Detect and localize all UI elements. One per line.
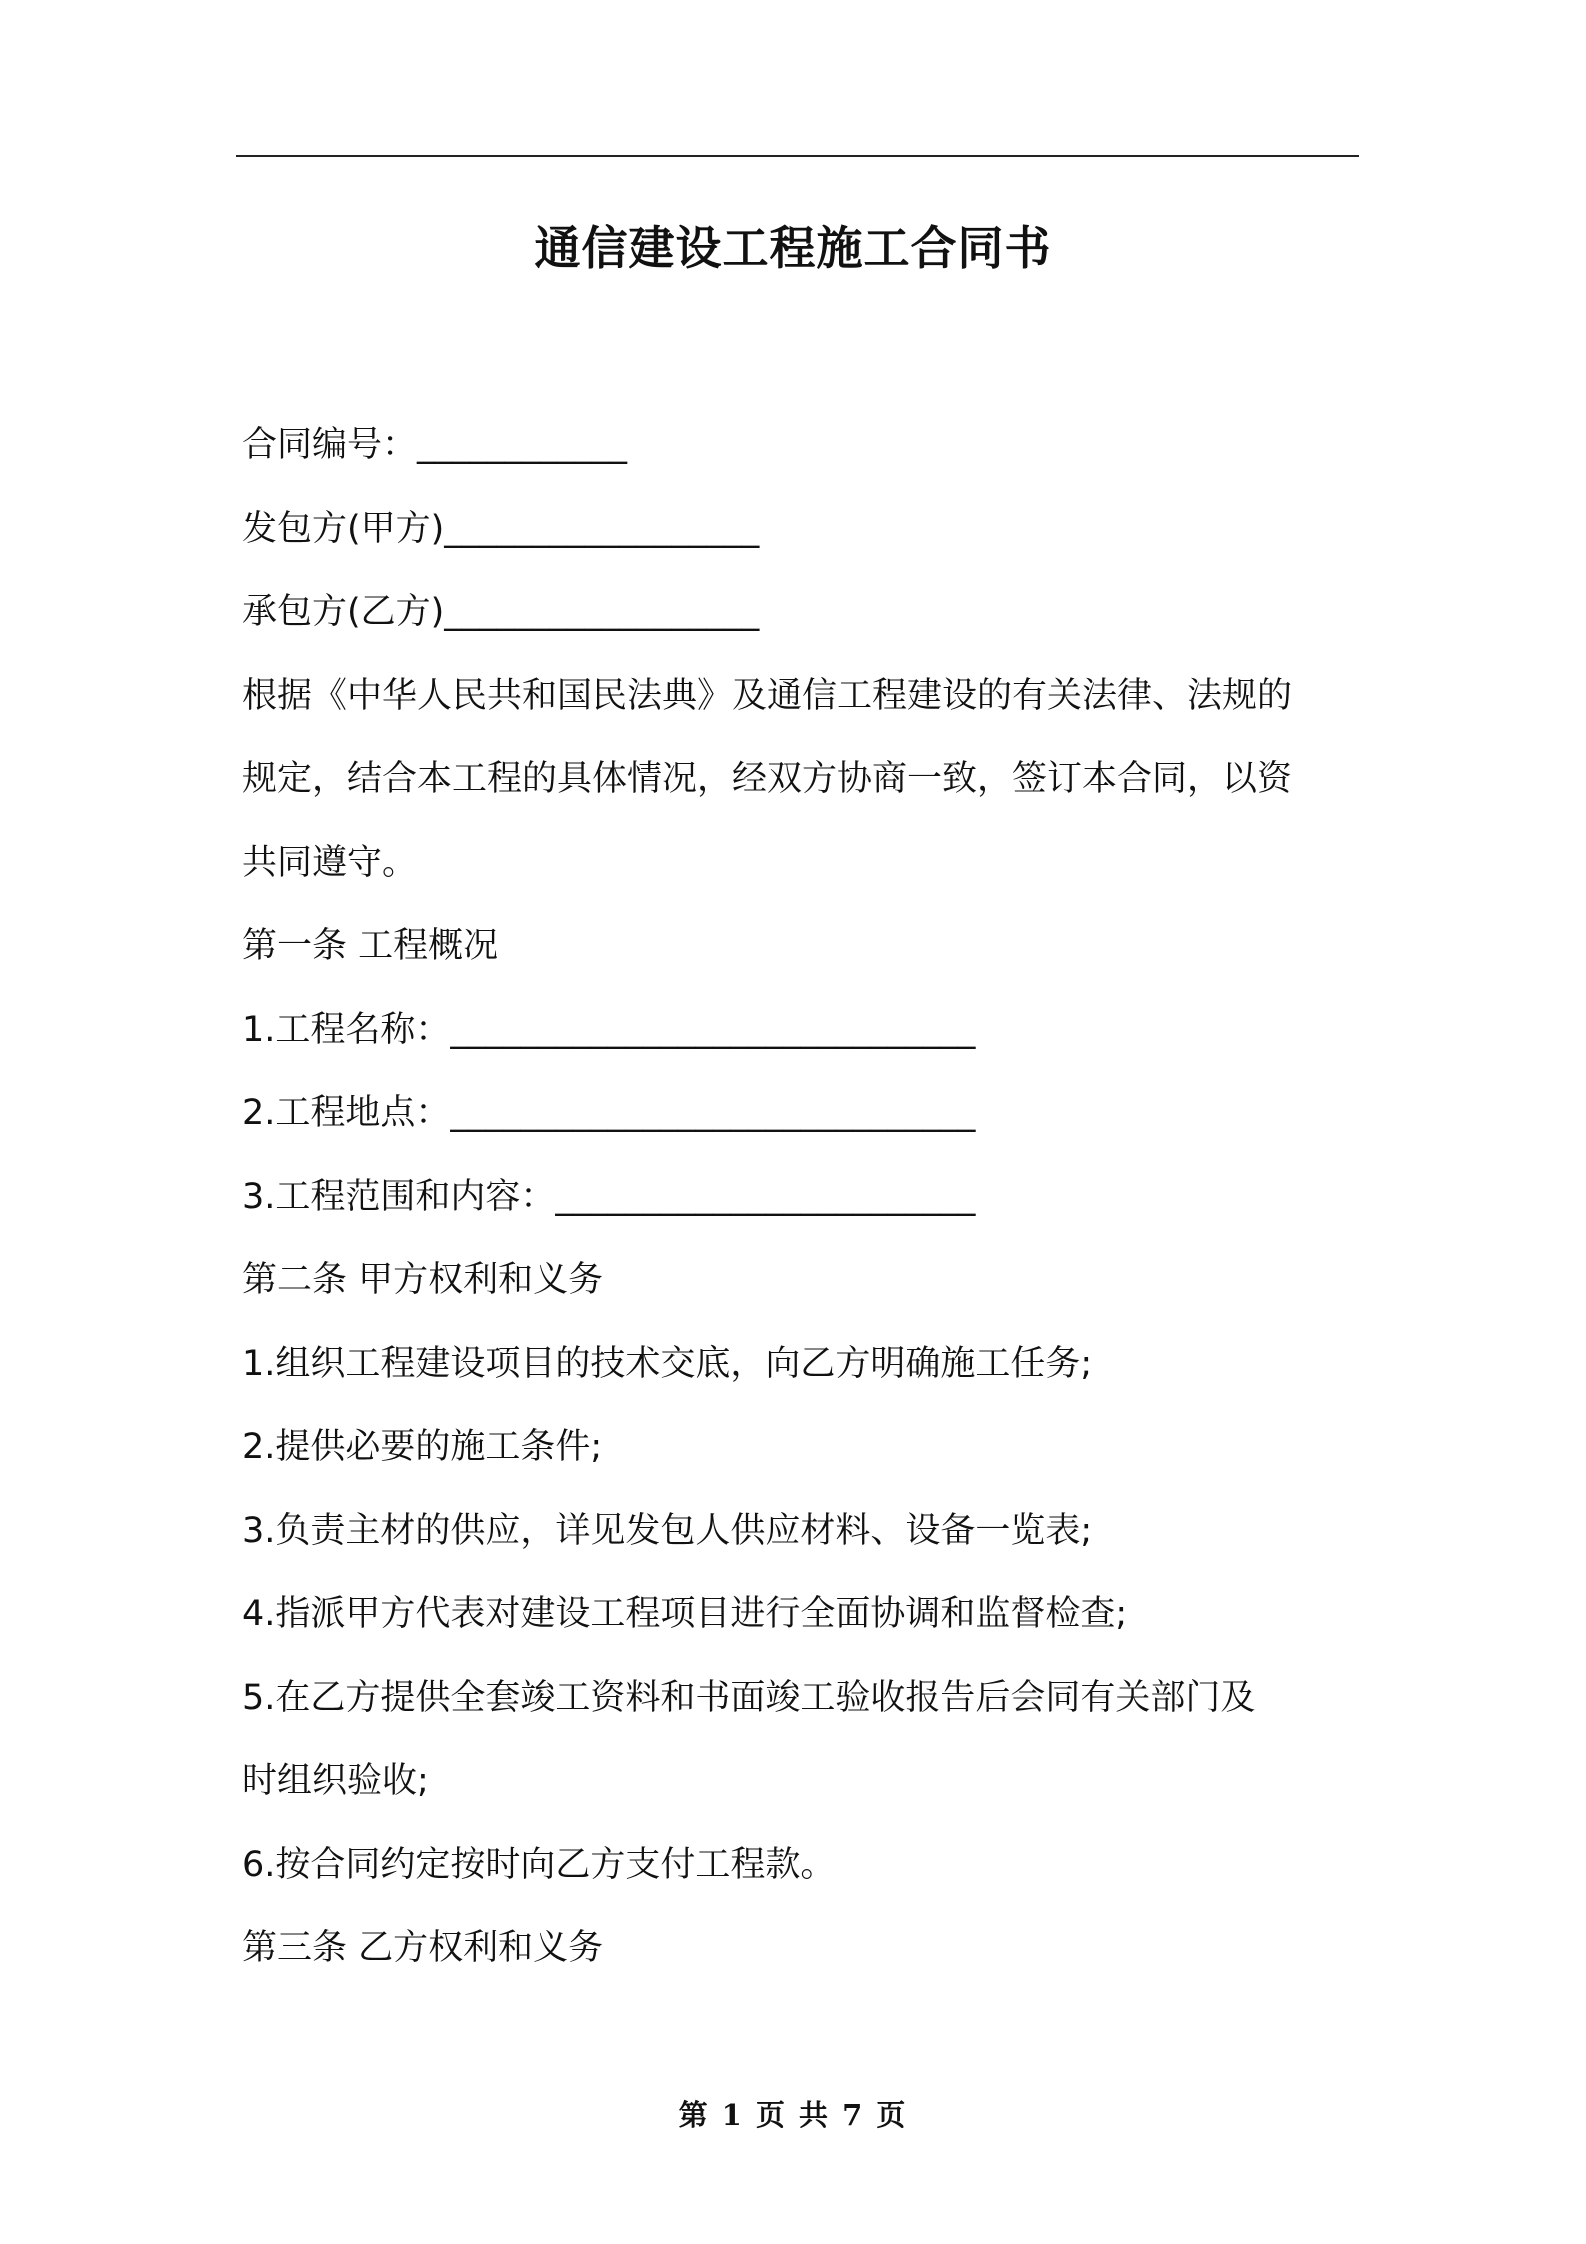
preamble-line-3: 共同遵守。 <box>242 842 418 883</box>
article-2-item-4: 4.指派甲方代表对建设工程项目进行全面协调和监督检查; <box>242 1594 1128 1634</box>
article-1-item-1: 1.工程名称：______________________________ <box>242 1009 976 1050</box>
article-2-item-5-line-2: 时组织验收; <box>242 1761 429 1801</box>
preamble-paragraph <box>242 655 1360 906</box>
article-2-heading: 第二条 甲方权利和义务 <box>242 1260 604 1300</box>
article-2-item-6: 6.按合同约定按时向乙方支付工程款。 <box>242 1844 836 1885</box>
preamble-line-2: 规定，结合本工程的具体情况，经双方协商一致，签订本合同，以资 <box>242 759 1293 799</box>
article-2-item-1: 1.组织工程建设项目的技术交底，向乙方明确施工任务; <box>242 1343 1093 1384</box>
article-1-heading: 第一条 工程概况 <box>242 926 499 966</box>
article-2-item-2: 2.提供必要的施工条件; <box>242 1427 603 1467</box>
page-footer: 第 1 页 共 7 页 <box>678 2098 908 2132</box>
preamble-line-1: 根据《中华人民共和国民法典》及通信工程建设的有关法律、法规的 <box>242 675 1293 716</box>
header-rule <box>236 155 1359 157</box>
document-body <box>242 404 1360 1991</box>
article-1-item-2: 2.工程地点：______________________________ <box>242 1093 976 1133</box>
article-1-item-3: 3.工程范围和内容：________________________ <box>242 1176 976 1217</box>
article-2-item-5-line-1: 5.在乙方提供全套竣工资料和书面竣工验收报告后会同有关部门及 <box>242 1677 1256 1718</box>
article-2-item-3: 3.负责主材的供应，详见发包人供应材料、设备一览表; <box>242 1510 1093 1551</box>
contract-number-line: 合同编号：____________ <box>242 425 628 465</box>
party-b-line: 承包方(乙方)__________________ <box>242 592 760 632</box>
document-title: 通信建设工程施工合同书 <box>534 221 1052 275</box>
article-2-item-5 <box>242 1657 1360 1824</box>
article-3-heading: 第三条 乙方权利和义务 <box>242 1928 604 1968</box>
party-a-line: 发包方(甲方)__________________ <box>242 508 760 549</box>
